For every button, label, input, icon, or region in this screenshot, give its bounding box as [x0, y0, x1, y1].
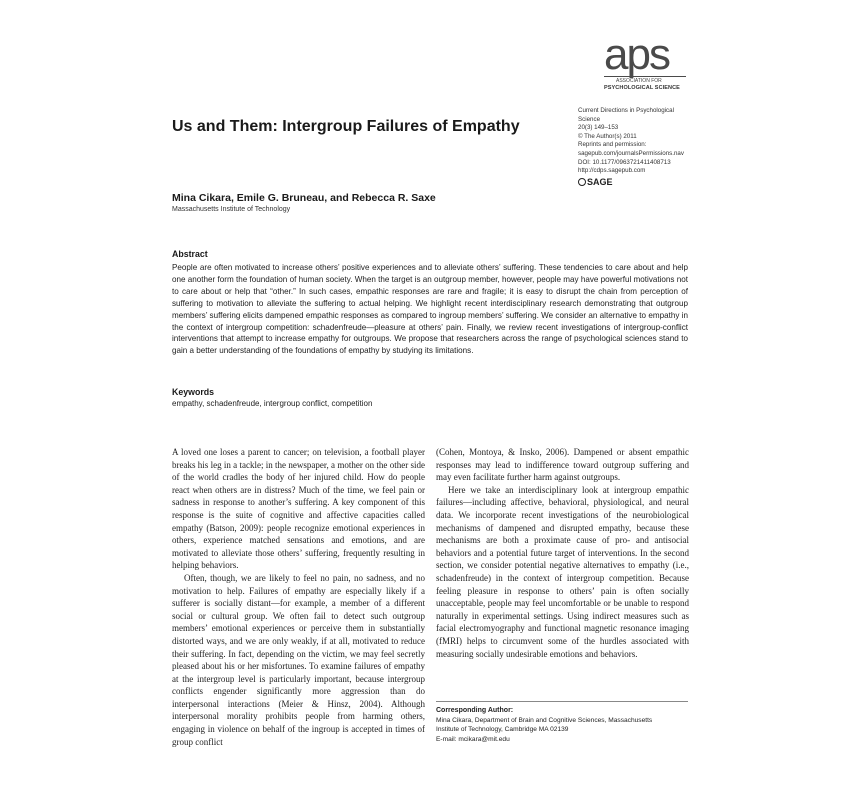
logo-small-text: ASSOCIATION FOR: [616, 78, 662, 84]
body-paragraph: Often, though, we are likely to feel no pain, no sadness, and no motivation to help. Failures of empathy are especially likely if a sufferer is socially distant—for example, a member of a different social or cultural group. We often fail to detect such outgroup members’ emotional experiences or perceive them in substantially distorted ways, and we are only weakly, if at all, motivated to reduce their suffering. In fact, depending on the victim, we may feel secretly pleased about his or her misfortunes. To examine failures of empathy at the intergroup level is particularly important, because intergroup conflicts engender significantly more aggression than do interpersonal interactions (Meier & Hinsz, 2004). Although interpersonal morality prohibits people from harming others, engaging in violence on behalf of the ingroup is accepted in times of group conflict: [172, 572, 425, 747]
body-paragraph: (Cohen, Montoya, & Insko, 2006). Dampened or absent empathic responses may lead to indifference toward outgroup suffering and may even facilitate further harm against outgroups.: [436, 447, 689, 483]
corresponding-author: [436, 706, 696, 744]
journal-line: sagepub.com/journalsPermissions.nav: [578, 149, 684, 157]
corresponding-email: E-mail: mcikara@mit.edu: [436, 735, 510, 743]
journal-line: Science: [578, 115, 601, 123]
abstract-text: People are often motivated to increase others’ positive experiences and to alleviate others’ suffering. These tendencies to care about and help one another form the foundation of human society. When the target is an outgroup member, however, people may have powerful motivations not to care about or help that “other.” In such cases, empathic responses are rare and fragile; it is easy to disrupt the chain from perception of suffering to motivation to alleviate the suffering to actual helping. We highlight recent interdisciplinary research demonstrating that outgroup members’ suffering elicits dampened empathic responses as compared to ingroup members’ suffering. We consider an alternative to empathy in the context of intergroup competition: schadenfreude—pleasure at others’ pain. Finally, we review recent investigations of intergroup-conflict interventions that attempt to increase empathy for outgroups. We propose that researchers across the range of psychological sciences stand to gain a better understanding of the foundations of empathy by studying its limitations.: [172, 263, 688, 356]
body-paragraph: A loved one loses a parent to cancer; on television, a football player breaks his leg in a tackle; in the newspaper, a mother on the other side of the world cradles the body of her injured child. How do people react when others are in distress? Much of the time, we feel pain or sadness in response to another’s suffering. A key component of this response is the suite of cognitive and affective capacities called empathy (Batson, 2009): people recognize emotional experiences in others, experience matched sensations and emotions, and are motivated to alleviate those others’ suffering, frequently resulting in helping behaviors.: [172, 447, 425, 571]
body-column-right: [436, 446, 689, 660]
corresponding-heading: Corresponding Author:: [436, 707, 514, 714]
abstract-heading: Abstract: [172, 249, 208, 259]
sage-icon: [578, 178, 586, 186]
logo-org-name: PSYCHOLOGICAL SCIENCE: [604, 85, 680, 91]
body-column-left: [172, 446, 425, 748]
corresponding-line: Institute of Technology, Cambridge MA 02139: [436, 726, 569, 733]
body-paragraph: Here we take an interdisciplinary look at intergroup empathic failures—including affective, behavioral, physiological, and neural data. We incorporate recent investigations of the neurobiological mechanisms of dampened and disrupted empathy, because these mechanisms are both a proximate cause of pro- and antisocial behaviors and a potential future target of interventions. In the second section, we consider potential negative alternatives to empathy (i.e., schadenfreude) in the context of intergroup competition. Because feeling pleasure in response to others’ pain is often socially unacceptable, people may feel uncomfortable or be unable to respond naturally in experimental settings. Using indirect measures such as facial electromyography and functional magnetic resonance imaging (fMRI) helps to circumvent some of the hurdles associated with measuring socially undesirable emotions and behaviors.: [436, 484, 689, 659]
journal-line: Reprints and permission:: [578, 141, 647, 149]
journal-line: 20(3) 149–153: [578, 124, 619, 132]
publisher-name: SAGE: [587, 176, 613, 187]
keywords-text: empathy, schadenfreude, intergroup conflict, competition: [172, 399, 373, 408]
logo-letters: aps: [604, 30, 669, 79]
journal-line: http://cdps.sagepub.com: [578, 167, 646, 175]
publisher-logo: [578, 178, 718, 187]
journal-info: [578, 107, 718, 186]
aps-logo: [604, 30, 689, 91]
journal-line: DOI: 10.1177/0963721411408713: [578, 158, 671, 166]
affiliation: Massachusetts Institute of Technology: [172, 206, 291, 213]
author-list: Mina Cikara, Emile G. Bruneau, and Rebecca R. Saxe: [172, 192, 436, 204]
keywords-heading: Keywords: [172, 387, 215, 397]
article-title: Us and Them: Intergroup Failures of Empathy: [172, 118, 520, 135]
corresponding-line: Mina Cikara, Department of Brain and Cognitive Sciences, Massachusetts: [436, 716, 653, 724]
journal-line: © The Author(s) 2011: [578, 132, 637, 140]
journal-line: Current Directions in Psychological: [578, 107, 674, 114]
footnote-divider: [436, 701, 688, 702]
